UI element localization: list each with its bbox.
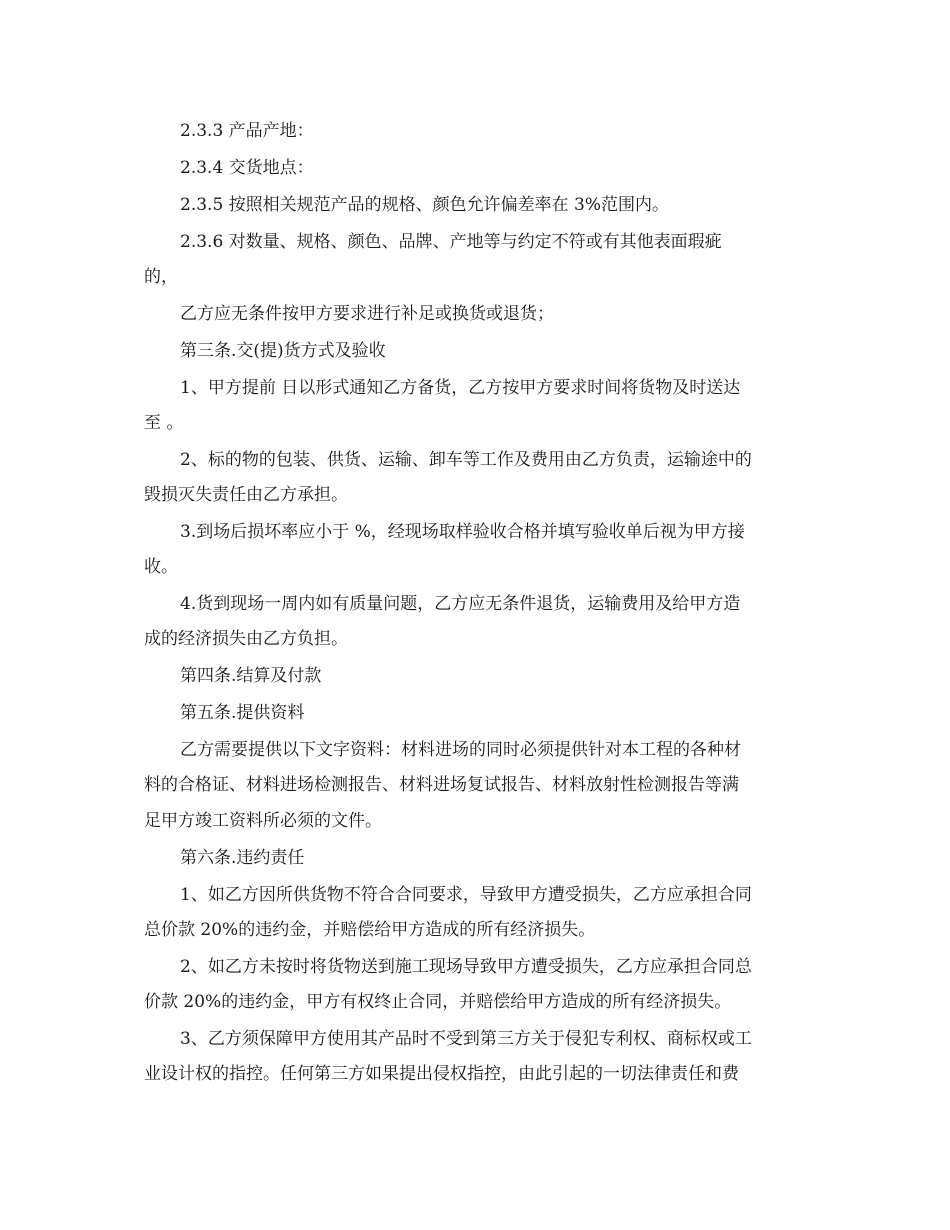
text-line: 成的经济损失由乙方负担。 bbox=[144, 629, 348, 649]
text-line: 2、如乙方未按时将货物送到施工现场导致甲方遭受损失，乙方应承担合同总 bbox=[180, 957, 752, 977]
text-line: 2.3.3 产品产地： bbox=[180, 121, 314, 141]
text-line: 2.3.5 按照相关规范产品的规格、颜色允许偏差率在 3%范围内。 bbox=[180, 195, 670, 215]
text-line: 1、甲方提前 日以形式通知乙方备货，乙方按甲方要求时间将货物及时送达 bbox=[180, 378, 741, 398]
section-heading: 第四条.结算及付款 bbox=[180, 666, 322, 686]
text-line: 3.到场后损坏率应小于 %，经现场取样验收合格并填写验收单后视为甲方接 bbox=[180, 522, 745, 542]
section-heading: 第五条.提供资料 bbox=[180, 703, 305, 723]
text-line: 乙方应无条件按甲方要求进行补足或换货或退货； bbox=[180, 304, 554, 324]
text-line: 毁损灭失责任由乙方承担。 bbox=[144, 485, 348, 505]
text-line: 料的合格证、材料进场检测报告、材料进场复试报告、材料放射性检测报告等满 bbox=[144, 775, 739, 795]
text-line: 业设计权的指控。任何第三方如果提出侵权指控，由此引起的一切法律责任和费 bbox=[144, 1064, 739, 1084]
text-line: 的， bbox=[144, 267, 178, 287]
section-heading: 第六条.违约责任 bbox=[180, 848, 305, 868]
text-line: 2.3.6 对数量、规格、颜色、品牌、产地等与约定不符或有其他表面瑕疵 bbox=[180, 232, 722, 252]
text-line: 1、如乙方因所供货物不符合合同要求，导致甲方遭受损失，乙方应承担合同 bbox=[180, 885, 752, 905]
text-line: 2、标的物的包装、供货、运输、卸车等工作及费用由乙方负责，运输途中的 bbox=[180, 450, 752, 470]
text-line: 总价款 20%的违约金，并赔偿给甲方造成的所有经济损失。 bbox=[144, 920, 596, 940]
text-line: 至 。 bbox=[144, 413, 184, 433]
text-line: 足甲方竣工资料所必须的文件。 bbox=[144, 811, 382, 831]
text-line: 价款 20%的违约金，甲方有权终止合同，并赔偿给甲方造成的所有经济损失。 bbox=[144, 992, 732, 1012]
text-line: 3、乙方须保障甲方使用其产品时不受到第三方关于侵犯专利权、商标权或工 bbox=[180, 1029, 752, 1049]
section-heading: 第三条.交(提)货方式及验收 bbox=[180, 341, 386, 361]
text-line: 收。 bbox=[144, 557, 178, 577]
text-line: 4.货到现场一周内如有质量问题，乙方应无条件退货，运输费用及给甲方造 bbox=[180, 594, 741, 614]
text-line: 乙方需要提供以下文字资料：材料进场的同时必须提供针对本工程的各种材 bbox=[180, 740, 741, 760]
text-line: 2.3.4 交货地点： bbox=[180, 158, 314, 178]
